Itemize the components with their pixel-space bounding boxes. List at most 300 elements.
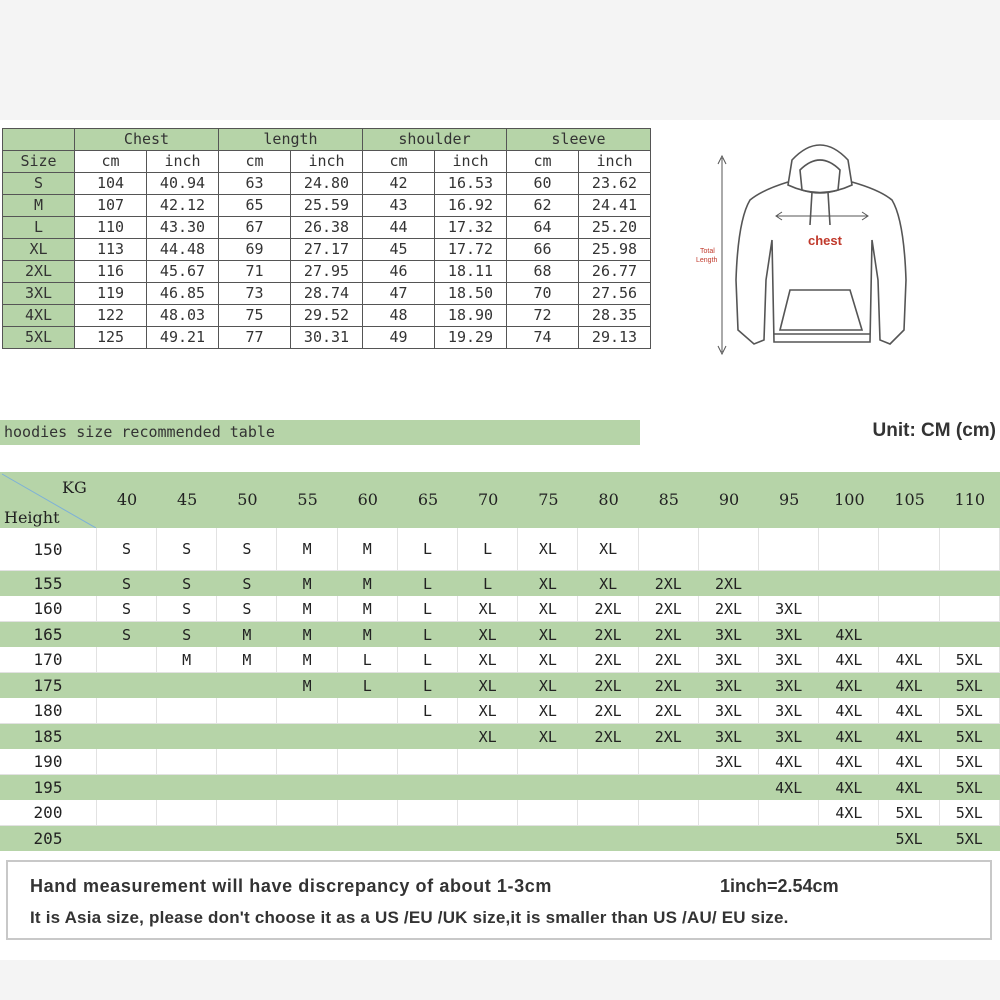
group-chest: Chest: [75, 129, 219, 151]
measurement-cell: 65: [219, 195, 291, 217]
measurement-cell: 44: [363, 217, 435, 239]
measurement-cell: 27.95: [291, 261, 363, 283]
recommended-size-cell: M: [278, 528, 338, 570]
recommended-size-cell: [398, 724, 457, 749]
measurement-cell: 26.77: [579, 261, 651, 283]
recommended-size-cell: [217, 724, 276, 749]
recommended-size-cell: 2XL: [594, 676, 622, 695]
recommended-size-cell: [157, 749, 217, 774]
asia-size-note: It is Asia size, please don't choose it as a US /EU /UK size,it is smaller than US /AU/ EU size.: [30, 908, 789, 927]
recommended-size-cell: XL: [538, 676, 557, 695]
height-cell: 155: [33, 574, 63, 593]
recommended-size-cell: [217, 826, 276, 851]
weight-header: 65: [417, 490, 439, 509]
recommended-size-cell: 4XL: [835, 727, 863, 746]
recommended-size-cell: [338, 749, 398, 774]
size-row: [3, 195, 651, 217]
recommended-size-cell: L: [398, 647, 458, 672]
recommended-size-cell: XL: [458, 647, 518, 672]
recommended-size-cell: 4XL: [895, 727, 923, 746]
size-row: [3, 261, 651, 283]
recommended-size-cell: 5XL: [880, 800, 940, 825]
recommended-size-cell: [398, 775, 457, 800]
recommended-size-cell: 4XL: [819, 698, 879, 723]
recommended-size-cell: 4XL: [895, 778, 923, 797]
recommended-size-cell: [97, 698, 157, 723]
total-length-label-1: Total: [700, 248, 715, 255]
weight-header: 55: [297, 490, 318, 509]
recommended-size-cell: [338, 698, 398, 723]
height-cell: 185: [33, 727, 63, 746]
group-sleeve: sleeve: [507, 129, 651, 151]
recommended-size-cell: 5XL: [940, 749, 1000, 774]
measurement-cell: 64: [507, 217, 579, 239]
measurement-cell: 18.11: [435, 261, 507, 283]
corner-cell: [3, 129, 75, 151]
recommended-size-cell: [398, 826, 457, 851]
recommended-size-cell: 2XL: [639, 647, 699, 672]
measurement-cell: 46: [363, 261, 435, 283]
measurement-cell: 27.17: [291, 239, 363, 261]
recommended-size-cell: S: [217, 596, 277, 621]
recommended-size-cell: 2XL: [654, 574, 682, 593]
recommended-size-cell: [217, 775, 276, 800]
kg-axis-label: KG: [62, 478, 87, 497]
measurement-cell: 24.80: [291, 173, 363, 195]
measurement-cell: 40.94: [147, 173, 219, 195]
recommended-size-cell: [940, 622, 999, 647]
unit-label: inch: [147, 151, 219, 173]
recommended-size-cell: 4XL: [835, 625, 863, 644]
recommended-size-cell: [458, 800, 518, 825]
measurement-cell: 26.38: [291, 217, 363, 239]
recommended-size-cell: M: [302, 676, 312, 695]
height-row: [0, 647, 1000, 673]
measurement-cell: 60: [507, 173, 579, 195]
size-name-cell: 5XL: [3, 327, 75, 349]
recommended-size-cell: 3XL: [759, 596, 819, 621]
recommendation-header-row: [0, 472, 1000, 528]
recommended-size-cell: [518, 826, 577, 851]
measurement-cell: 27.56: [579, 283, 651, 305]
recommended-size-cell: XL: [518, 596, 578, 621]
size-row: [3, 327, 651, 349]
recommended-size-cell: [157, 724, 216, 749]
top-band: [0, 0, 1000, 120]
measurement-cell: 119: [75, 283, 147, 305]
recommended-size-cell: XL: [478, 625, 497, 644]
height-cell: 190: [0, 749, 97, 774]
recommended-size-cell: XL: [458, 698, 518, 723]
recommended-size-cell: 3XL: [699, 749, 759, 774]
recommended-size-cell: S: [242, 574, 252, 593]
recommended-size-cell: [97, 673, 156, 698]
recommended-size-cell: S: [157, 528, 217, 570]
height-cell: 160: [0, 596, 97, 621]
size-group-header-row: [3, 129, 651, 151]
recommended-size-cell: 5XL: [955, 829, 983, 848]
recommended-size-cell: XL: [518, 698, 578, 723]
measurement-cell: 104: [75, 173, 147, 195]
recommended-size-cell: [278, 800, 338, 825]
recommended-size-cell: 3XL: [714, 727, 743, 746]
recommended-size-cell: [458, 826, 517, 851]
recommended-size-cell: 4XL: [759, 749, 819, 774]
height-row: [0, 698, 1000, 724]
measurement-cell: 73: [219, 283, 291, 305]
recommended-size-cell: 4XL: [819, 749, 879, 774]
recommended-size-cell: [819, 826, 878, 851]
measurement-cell: 74: [507, 327, 579, 349]
recommended-size-cell: XL: [599, 574, 618, 593]
unit-label: cm: [363, 151, 435, 173]
height-cell: 180: [0, 698, 97, 723]
recommended-size-cell: [217, 749, 277, 774]
recommended-size-cell: 2XL: [579, 698, 639, 723]
height-row: [0, 775, 1000, 800]
group-shoulder: shoulder: [363, 129, 507, 151]
recommended-size-cell: 3XL: [775, 625, 803, 644]
recommended-size-cell: 3XL: [759, 698, 819, 723]
recommended-size-cell: [97, 775, 156, 800]
recommended-size-cell: 3XL: [775, 727, 803, 746]
measurement-cell: 46.85: [147, 283, 219, 305]
weight-header: 90: [718, 490, 740, 509]
recommended-size-cell: XL: [458, 596, 518, 621]
measurement-cell: 25.20: [579, 217, 651, 239]
measurement-cell: 113: [75, 239, 147, 261]
size-row: [3, 173, 651, 195]
recommended-size-cell: XL: [478, 676, 497, 695]
height-cell: 165: [33, 625, 63, 644]
measurement-cell: 70: [507, 283, 579, 305]
size-name-cell: 4XL: [3, 305, 75, 327]
size-unit-header-row: [3, 151, 651, 173]
measurement-cell: 25.98: [579, 239, 651, 261]
weight-header: 70: [478, 490, 499, 509]
recommended-size-cell: 2XL: [714, 574, 743, 593]
recommended-size-cell: [458, 749, 518, 774]
recommended-size-cell: S: [217, 528, 277, 570]
recommended-size-cell: [759, 528, 819, 570]
recommended-size-cell: M: [362, 574, 372, 593]
recommended-size-cell: 3XL: [714, 676, 743, 695]
measurement-cell: 75: [219, 305, 291, 327]
measurement-cell: 68: [507, 261, 579, 283]
unit-label: cm: [507, 151, 579, 173]
unit-label: cm: [75, 151, 147, 173]
measurement-cell: 48.03: [147, 305, 219, 327]
size-measurement-table: [2, 128, 651, 349]
recommended-size-cell: [759, 826, 818, 851]
recommended-size-cell: [338, 775, 397, 800]
recommended-size-cell: L: [398, 698, 458, 723]
weight-header: 50: [237, 490, 258, 509]
recommended-size-cell: [157, 775, 216, 800]
measurement-cell: 62: [507, 195, 579, 217]
recommended-size-cell: [338, 826, 397, 851]
recommended-size-cell: 5XL: [940, 647, 1000, 672]
unit-label: inch: [579, 151, 651, 173]
measurement-cell: 67: [219, 217, 291, 239]
recommended-size-cell: L: [422, 625, 433, 644]
measurement-cell: 77: [219, 327, 291, 349]
measurement-cell: 63: [219, 173, 291, 195]
size-row: [3, 239, 651, 261]
recommended-size-cell: L: [338, 647, 398, 672]
measurement-cell: 48: [363, 305, 435, 327]
recommended-size-cell: 4XL: [880, 647, 940, 672]
recommended-size-cell: [97, 800, 157, 825]
total-length-label-2: Length: [696, 257, 718, 264]
recommended-size-cell: M: [362, 625, 372, 644]
measurement-cell: 107: [75, 195, 147, 217]
measurement-cell: 18.50: [435, 283, 507, 305]
recommended-size-cell: 5XL: [940, 800, 1000, 825]
measurement-cell: 42.12: [147, 195, 219, 217]
measurement-cell: 24.41: [579, 195, 651, 217]
recommended-size-cell: L: [362, 676, 372, 695]
note-box: [6, 860, 992, 940]
size-name-cell: L: [3, 217, 75, 239]
recommended-size-cell: 2XL: [654, 727, 682, 746]
recommended-size-cell: 3XL: [759, 647, 819, 672]
measurement-cell: 16.53: [435, 173, 507, 195]
recommended-size-cell: S: [182, 574, 192, 593]
recommended-size-cell: [699, 800, 759, 825]
measurement-cell: 42: [363, 173, 435, 195]
height-row: [0, 800, 1000, 826]
weight-header: 45: [177, 490, 198, 509]
recommended-size-cell: 4XL: [819, 647, 879, 672]
recommended-size-cell: 2XL: [594, 727, 622, 746]
recommendation-table: [0, 472, 1000, 851]
weight-header: 60: [357, 490, 378, 509]
recommended-size-cell: 4XL: [895, 676, 923, 695]
height-row: [0, 528, 1000, 571]
weight-header: 75: [538, 490, 559, 509]
recommended-size-cell: XL: [518, 647, 578, 672]
recommended-size-cell: S: [182, 625, 192, 644]
recommended-size-cell: [639, 528, 699, 570]
recommended-size-cell: S: [97, 528, 157, 570]
size-name-cell: XL: [3, 239, 75, 261]
height-cell: 150: [0, 528, 97, 570]
recommended-size-cell: [97, 724, 156, 749]
measurement-cell: 17.32: [435, 217, 507, 239]
measurement-cell: 45: [363, 239, 435, 261]
measurement-cell: 125: [75, 327, 147, 349]
discrepancy-note: Hand measurement will have discrepancy of about 1-3cm: [30, 876, 552, 896]
height-cell: 205: [33, 829, 63, 848]
recommended-size-cell: 4XL: [775, 778, 803, 797]
weight-header: 95: [779, 490, 800, 509]
measurement-cell: 28.74: [291, 283, 363, 305]
size-row: [3, 283, 651, 305]
recommended-size-cell: [940, 528, 1000, 570]
measurement-cell: 49.21: [147, 327, 219, 349]
recommended-size-cell: M: [338, 596, 398, 621]
recommended-size-cell: 3XL: [714, 625, 743, 644]
recommended-size-cell: 4XL: [835, 778, 863, 797]
unit-label: inch: [435, 151, 507, 173]
recommended-size-cell: [278, 724, 337, 749]
height-row: [0, 622, 1000, 647]
size-row: [3, 305, 651, 327]
recommended-size-cell: XL: [538, 625, 557, 644]
recommended-size-cell: L: [422, 676, 433, 695]
measurement-cell: 29.52: [291, 305, 363, 327]
measurement-cell: 49: [363, 327, 435, 349]
inch-conversion-note: 1inch=2.54cm: [720, 876, 839, 896]
recommended-size-cell: S: [121, 625, 132, 644]
weight-header: 85: [658, 490, 679, 509]
recommended-size-cell: 2XL: [639, 698, 699, 723]
recommended-size-cell: [97, 647, 157, 672]
recommended-size-cell: M: [338, 528, 398, 570]
recommended-size-cell: [880, 571, 939, 596]
recommended-size-cell: [880, 528, 940, 570]
recommended-size-cell: [579, 800, 639, 825]
recommended-size-cell: [338, 724, 397, 749]
recommended-size-cell: 5XL: [895, 829, 923, 848]
unit-label: Unit: CM (cm): [872, 420, 996, 441]
bottom-band: [0, 960, 1000, 1000]
recommended-size-cell: 3XL: [699, 647, 759, 672]
recommended-size-cell: [639, 775, 698, 800]
recommended-size-cell: 4XL: [835, 676, 863, 695]
recommended-size-cell: [338, 800, 398, 825]
recommended-size-cell: [699, 775, 758, 800]
recommended-size-cell: XL: [579, 528, 639, 570]
chest-label: chest: [808, 233, 842, 248]
recommended-size-cell: L: [398, 596, 458, 621]
recommended-size-cell: [819, 528, 879, 570]
recommended-size-cell: 5XL: [955, 727, 983, 746]
recommended-size-cell: [518, 749, 578, 774]
recommended-size-cell: 4XL: [880, 749, 940, 774]
recommended-size-cell: 2XL: [579, 596, 639, 621]
recommended-size-cell: [458, 775, 517, 800]
measurement-cell: 45.67: [147, 261, 219, 283]
measurement-cell: 29.13: [579, 327, 651, 349]
height-axis-label: Height: [4, 508, 60, 527]
height-row: [0, 724, 1000, 749]
recommended-size-cell: [398, 749, 458, 774]
measurement-cell: 17.72: [435, 239, 507, 261]
measurement-cell: 72: [507, 305, 579, 327]
measurement-cell: 30.31: [291, 327, 363, 349]
height-row: [0, 571, 1000, 596]
recommended-size-cell: [278, 826, 337, 851]
recommended-size-cell: [157, 826, 216, 851]
recommended-size-cell: [819, 571, 878, 596]
recommended-size-cell: XL: [538, 727, 557, 746]
recommended-size-cell: 2XL: [594, 625, 622, 644]
recommended-table-title: hoodies size recommended table: [0, 420, 640, 445]
recommended-size-cell: [398, 800, 458, 825]
weight-header: 100: [834, 490, 865, 509]
size-name-cell: 3XL: [3, 283, 75, 305]
recommended-size-cell: S: [157, 596, 217, 621]
recommended-size-cell: 2XL: [654, 676, 682, 695]
recommended-size-cell: [819, 596, 879, 621]
recommended-size-cell: M: [217, 647, 277, 672]
recommended-size-cell: [940, 596, 1000, 621]
recommended-size-cell: [639, 826, 698, 851]
recommended-size-cell: [217, 698, 277, 723]
recommended-size-cell: [97, 749, 157, 774]
recommended-size-cell: 5XL: [940, 698, 1000, 723]
recommended-size-cell: 3XL: [775, 676, 803, 695]
recommended-size-cell: L: [483, 574, 493, 593]
measurement-cell: 47: [363, 283, 435, 305]
height-row: [0, 596, 1000, 622]
recommended-size-cell: [699, 528, 759, 570]
recommended-size-cell: [639, 800, 699, 825]
recommended-size-cell: XL: [538, 574, 557, 593]
recommended-size-cell: [759, 800, 819, 825]
weight-header: 110: [954, 490, 986, 509]
recommended-size-cell: [880, 622, 939, 647]
recommended-size-cell: [278, 749, 338, 774]
recommended-size-cell: [97, 826, 156, 851]
recommended-size-cell: 4XL: [880, 698, 940, 723]
size-label: Size: [3, 151, 75, 173]
size-row: [3, 217, 651, 239]
measurement-cell: 18.90: [435, 305, 507, 327]
unit-label: inch: [291, 151, 363, 173]
measurement-cell: 43.30: [147, 217, 219, 239]
recommended-size-cell: [579, 775, 638, 800]
measurement-cell: 44.48: [147, 239, 219, 261]
weight-header: 105: [894, 490, 925, 509]
recommended-size-cell: [157, 673, 216, 698]
recommended-size-cell: 4XL: [819, 800, 879, 825]
weight-header: 40: [116, 490, 138, 509]
measurement-cell: 19.29: [435, 327, 507, 349]
height-cell: 200: [0, 800, 97, 825]
recommended-size-cell: [518, 800, 578, 825]
height-cell: 175: [33, 676, 63, 695]
recommended-size-cell: 5XL: [955, 676, 983, 695]
recommended-size-cell: XL: [478, 727, 497, 746]
measurement-cell: 71: [219, 261, 291, 283]
recommended-size-cell: 2XL: [579, 647, 639, 672]
measurement-cell: 69: [219, 239, 291, 261]
group-length: length: [219, 129, 363, 151]
recommended-size-cell: S: [121, 574, 132, 593]
recommended-size-cell: [278, 698, 338, 723]
size-name-cell: M: [3, 195, 75, 217]
measurement-cell: 28.35: [579, 305, 651, 327]
measurement-cell: 23.62: [579, 173, 651, 195]
size-name-cell: S: [3, 173, 75, 195]
recommended-size-cell: [278, 775, 337, 800]
recommended-size-cell: [217, 673, 276, 698]
recommended-size-cell: [940, 571, 999, 596]
measurement-cell: 25.59: [291, 195, 363, 217]
recommended-size-cell: [759, 571, 818, 596]
recommended-size-cell: [157, 800, 217, 825]
unit-label: cm: [219, 151, 291, 173]
recommended-size-cell: XL: [518, 528, 578, 570]
recommended-size-cell: 3XL: [699, 698, 759, 723]
recommended-size-cell: M: [242, 625, 252, 644]
measurement-cell: 116: [75, 261, 147, 283]
recommended-size-cell: [579, 749, 639, 774]
recommended-size-cell: 5XL: [955, 778, 983, 797]
